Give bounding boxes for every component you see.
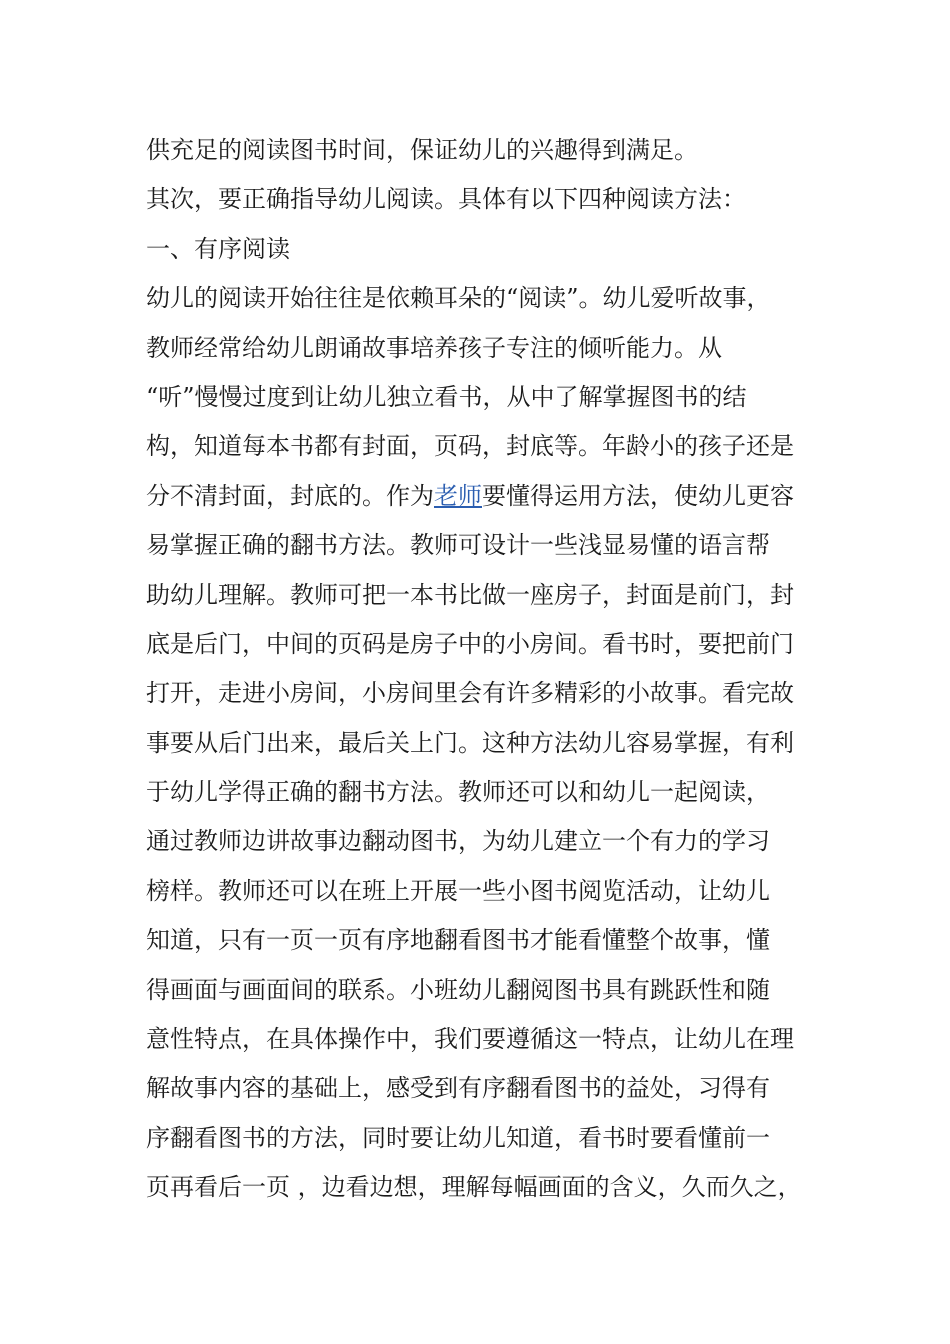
text-line: 易掌握正确的翻书方法。教师可设计一些浅显易懂的语言帮 bbox=[146, 531, 770, 560]
text-line: 其次，要正确指导幼儿阅读。具体有以下四种阅读方法： bbox=[146, 185, 746, 214]
body-text bbox=[146, 126, 816, 1213]
text-segment: 要懂得运用方法，使幼儿更容 bbox=[482, 481, 794, 510]
text-line: 事要从后门出来，最后关上门。这种方法幼儿容易掌握，有利 bbox=[146, 728, 794, 757]
text-segment: 分不清封面，封底的。作为 bbox=[146, 481, 434, 510]
teacher-link[interactable]: 老师 bbox=[434, 481, 482, 510]
text-line: 教师经常给幼儿朗诵故事培养孩子专注的倾听能力。从 bbox=[146, 333, 722, 362]
text-line: 得画面与画面间的联系。小班幼儿翻阅图书具有跳跃性和随 bbox=[146, 975, 770, 1004]
text-line: 幼儿的阅读开始往往是依赖耳朵的“阅读”。幼儿爱听故事， bbox=[146, 284, 771, 313]
text-line: 打开，走进小房间，小房间里会有许多精彩的小故事。看完故 bbox=[146, 679, 794, 708]
text-line: 通过教师边讲故事边翻动图书，为幼儿建立一个有力的学习 bbox=[146, 827, 770, 856]
text-line: “听”慢慢过度到让幼儿独立看书，从中了解掌握图书的结 bbox=[146, 382, 747, 411]
text-line: 知道，只有一页一页有序地翻看图书才能看懂整个故事，懂 bbox=[146, 926, 770, 955]
section-heading: 一、有序阅读 bbox=[146, 234, 290, 263]
text-line-with-link bbox=[146, 472, 816, 521]
text-line: 构，知道每本书都有封面，页码，封底等。年龄小的孩子还是 bbox=[146, 432, 794, 461]
text-line: 页再看后一页 ，边看边想，理解每幅画面的含义，久而久之， bbox=[146, 1173, 802, 1202]
text-line: 意性特点，在具体操作中，我们要遵循这一特点，让幼儿在理 bbox=[146, 1025, 794, 1054]
text-line: 供充足的阅读图书时间，保证幼儿的兴趣得到满足。 bbox=[146, 136, 698, 164]
text-line: 于幼儿学得正确的翻书方法。教师还可以和幼儿一起阅读， bbox=[146, 778, 770, 807]
text-line: 序翻看图书的方法，同时要让幼儿知道，看书时要看懂前一 bbox=[146, 1123, 770, 1152]
text-line: 榜样。教师还可以在班上开展一些小图书阅览活动，让幼儿 bbox=[146, 876, 770, 905]
text-line: 底是后门，中间的页码是房子中的小房间。看书时，要把前门 bbox=[146, 629, 794, 658]
text-line: 解故事内容的基础上，感受到有序翻看图书的益处，习得有 bbox=[146, 1074, 770, 1103]
text-line: 助幼儿理解。教师可把一本书比做一座房子，封面是前门，封 bbox=[146, 580, 794, 609]
